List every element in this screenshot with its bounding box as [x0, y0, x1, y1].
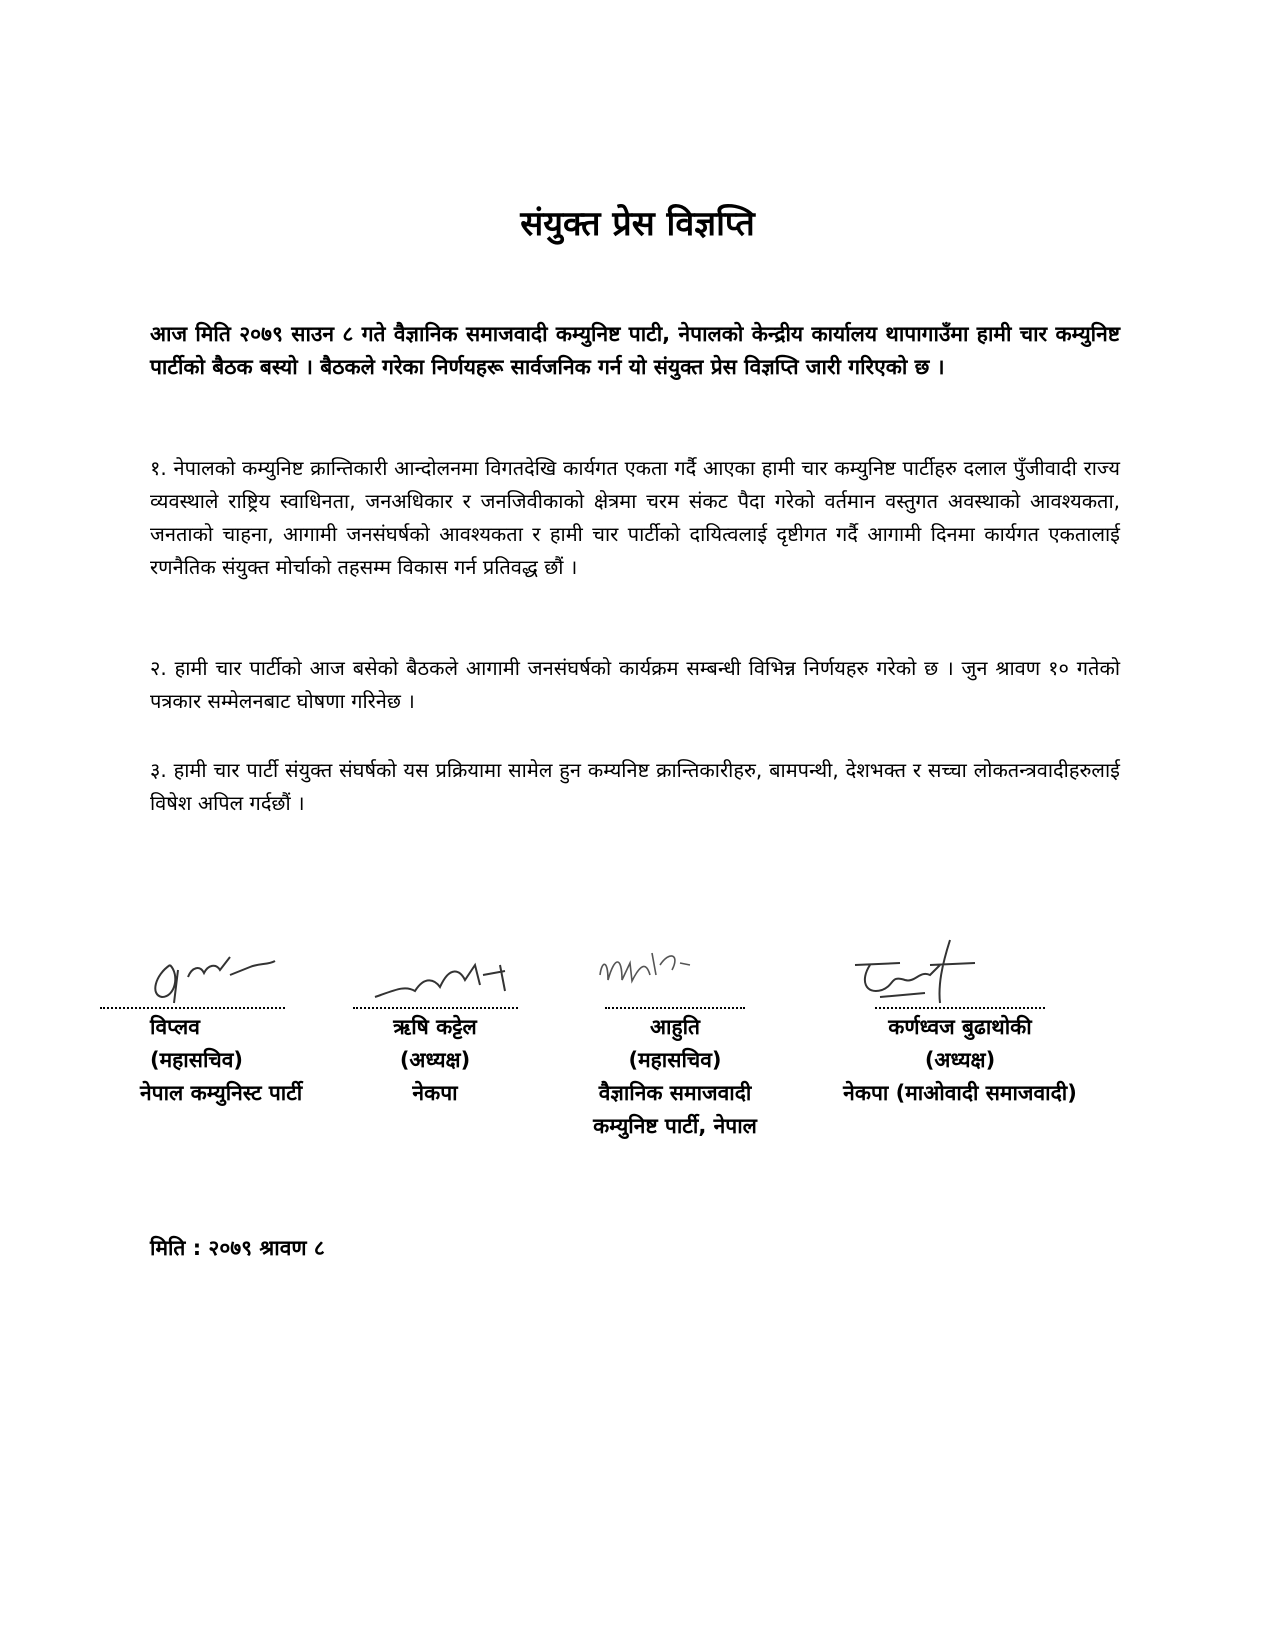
signatory-name-1: विप्लव [150, 1015, 200, 1039]
signatory-party-1: नेपाल कम्युनिस्ट पार्टी [140, 1081, 303, 1105]
signatory-name-2: ऋषि कट्टेल [393, 1015, 477, 1039]
signatory-block-4 [810, 935, 1110, 1110]
point-2: २. हामी चार पार्टीको आज बसेको बैठकले आगामी जनसंघर्षको कार्यक्रम सम्बन्धी विभिन्न निर्णयहरु गरेको छ । जुन श्रावण १० गतेको पत्रकार सम्मेलनबाट घोषणा गरिनेछ । [150, 656, 1120, 713]
signatory-role-4: (अध्यक्ष) [924, 1048, 996, 1072]
handwritten-signature-2 [345, 935, 525, 1007]
handwritten-signature-4 [810, 935, 1110, 1007]
signatory-party-3: वैज्ञानिक समाजवादी [598, 1081, 752, 1105]
document-date: मिति : २०७९ श्रावण ८ [150, 1236, 325, 1260]
signatory-role-3: (महासचिव) [628, 1048, 722, 1072]
signatory-role-1: (महासचिव) [150, 1048, 243, 1072]
point-3: ३. हामी चार पार्टी संयुक्त संघर्षको यस प्रक्रियामा सामेल हुन कम्यनिष्ट क्रान्तिकारीहरु, बामपन्थी, देशभक्त र सच्चा लोकतन्त्रवादीहरुलाई विषेश अपिल गर्दछौं । [150, 758, 1120, 815]
signatory-party-3-line2: कम्युनिष्ट पार्टी, नेपाल [593, 1114, 757, 1138]
signatory-name-3: आहुति [649, 1015, 701, 1039]
signatory-party-2: नेकपा [412, 1081, 458, 1105]
signatory-block-2 [345, 935, 525, 1110]
handwritten-signature-1 [100, 935, 330, 1007]
handwritten-signature-3 [560, 935, 790, 1007]
signatory-block-3 [560, 935, 790, 1143]
intro-paragraph: आज मिति २०७९ साउन ८ गते वैज्ञानिक समाजवादी कम्युनिष्ट पाटी, नेपालको केन्द्रीय कार्यालय थापागाउँमा हामी चार कम्युनिष्ट पार्टीको बैठक बस्यो । बैठकले गरेका निर्णयहरू सार्वजनिक गर्न यो संयुक्त प्रेस विज्ञप्ति जारी गरिएको छ । [150, 322, 1120, 379]
signatory-name-4: कर्णध्वज बुढाथोकी [888, 1015, 1032, 1039]
signatory-party-4: नेकपा (माओवादी समाजवादी) [843, 1081, 1077, 1105]
point-1: १. नेपालको कम्युनिष्ट क्रान्तिकारी आन्दोलनमा विगतदेखि कार्यगत एकता गर्दै आएका हामी चार कम्युनिष्ट पार्टीहरु दलाल पुँजीवादी राज्य व्यवस्थाले राष्ट्रिय स्वाधिनता, जनअधिकार र जनजिवीकाको क्षेत्रमा चरम संकट पैदा गरेको वर्तमान वस्तुगत अवस्थाको आवश्यकता, जनताको चाहना, आगामी जनसंघर्षको आवश्यकता र हामी चार पार्टीको दायित्वलाई दृष्टीगत गर्दै आगामी दिनमा कार्यगत एकतालाई रणनैतिक संयुक्त मोर्चाको तहसम्म विकास गर्न प्रतिवद्ध छौं । [150, 456, 1120, 579]
signatory-block-1 [100, 935, 330, 1110]
signatory-role-2: (अध्यक्ष) [399, 1048, 471, 1072]
document-title: संयुक्त प्रेस विज्ञप्ति [520, 204, 755, 244]
